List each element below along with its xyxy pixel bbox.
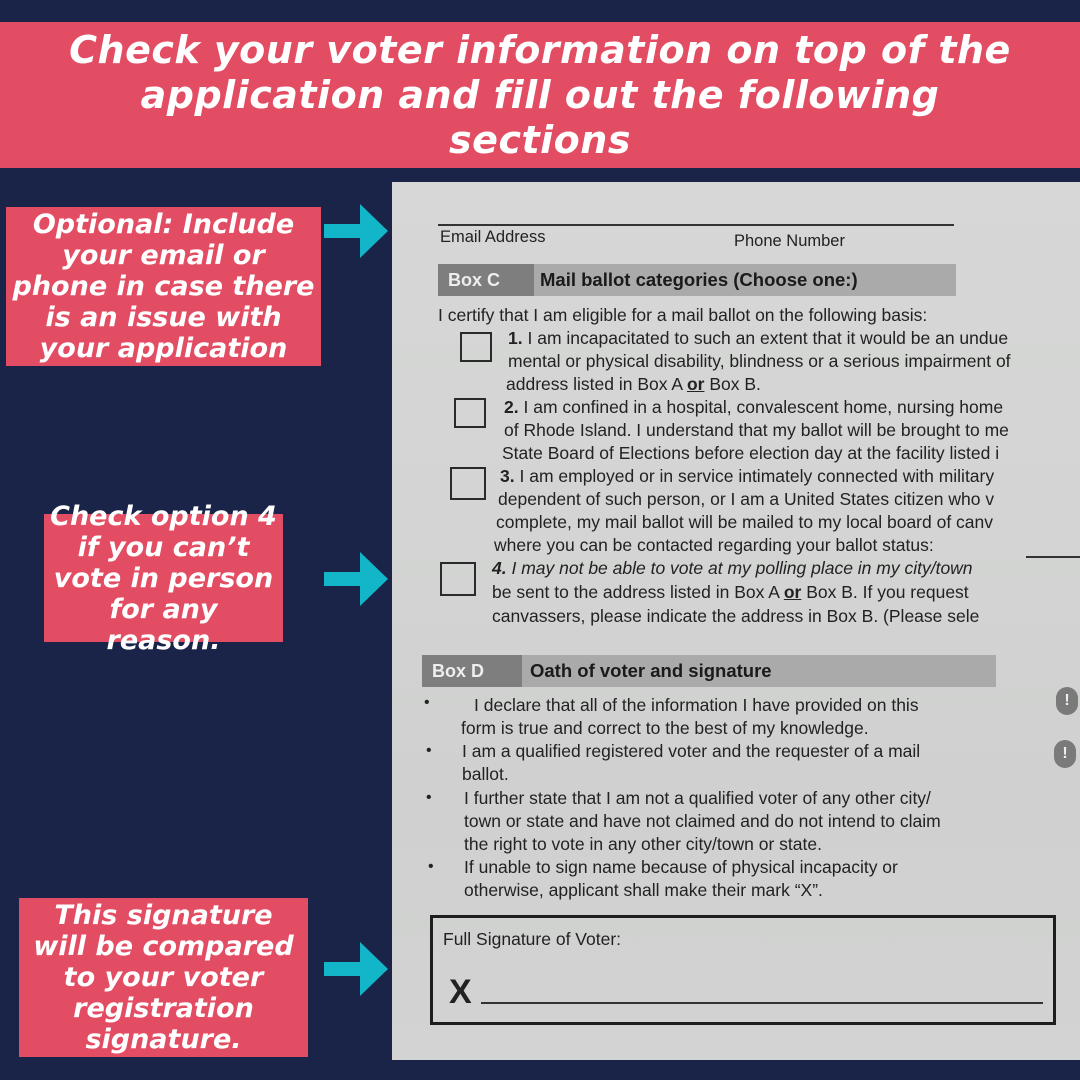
option-1-text: I am incapacitated to such an extent that it would be an undue <box>527 328 1009 348</box>
option-1-checkbox[interactable] <box>460 332 492 362</box>
oath-bullet-1-line-2: form is true and correct to the best of my knowledge. <box>461 718 869 738</box>
box-c-title: Mail ballot categories (Choose one:) <box>540 269 858 290</box>
option-4-line-2 <box>492 581 969 603</box>
exclamation-icon: ! <box>1056 687 1078 715</box>
oath-bullet-4-line-1: If unable to sign name because of physical incapacity or <box>464 857 898 877</box>
callout-contact-info <box>6 207 321 366</box>
box-d-header <box>422 655 996 687</box>
signature-box <box>430 915 1056 1025</box>
callout-option-4-text: Check option 4 if you can’t vote in person for any reason. <box>50 500 277 656</box>
oath-bullet-3-line-2: town or state and have not claimed and do not intend to claim <box>464 811 941 831</box>
bullet-dot: • <box>424 694 430 711</box>
callout-signature-text: This signature will be compared to your voter registration signature. <box>33 900 294 1055</box>
option-1-line-3-b: Box B. <box>704 374 761 394</box>
box-d-title: Oath of voter and signature <box>530 660 772 681</box>
option-2-line-2: of Rhode Island. I understand that my ballot will be brought to me <box>504 420 1009 440</box>
option-1-number: 1. <box>508 328 523 348</box>
oath-bullet-3-line-1: I further state that I am not a qualified voter of any other city/ <box>464 788 931 808</box>
option-1-line-3 <box>506 373 761 395</box>
phone-number-label: Phone Number <box>734 232 845 250</box>
option-2-line-3: State Board of Elections before election day at the facility listed i <box>502 443 1000 463</box>
banner-title: Check your voter information on top of the application and fill out the following sections <box>69 27 1011 162</box>
header-banner <box>0 22 1080 168</box>
option-4-number: 4. <box>492 558 507 578</box>
box-c-header <box>438 264 956 296</box>
option-3-blank-line <box>1026 556 1080 558</box>
arrow-right-icon <box>322 198 392 264</box>
bullet-dot: • <box>428 858 434 875</box>
option-4-text: I may not be able to vote at my polling place in my city/town <box>511 558 973 578</box>
option-1-line-3-a: address listed in Box A <box>506 374 687 394</box>
bullet-dot: • <box>426 742 432 759</box>
email-address-label: Email Address <box>440 228 546 246</box>
ballot-application-form <box>392 182 1080 1060</box>
option-3-line-3: complete, my mail ballot will be mailed to my local board of canv <box>496 512 994 532</box>
option-3-line-1 <box>500 465 994 487</box>
option-1-or: or <box>686 374 705 394</box>
option-2-checkbox[interactable] <box>454 398 486 428</box>
signature-mark: X <box>449 973 472 1011</box>
signature-line[interactable] <box>481 1002 1043 1004</box>
callout-option-4 <box>44 500 283 656</box>
callout-contact-text: Optional: Include your email or phone in case there is an issue with your application <box>12 209 315 364</box>
callout-signature <box>19 898 308 1057</box>
option-1-line-2: mental or physical disability, blindness or a serious impairment of <box>508 351 1011 371</box>
option-4-or: or <box>783 582 802 602</box>
box-d-tag: Box D <box>422 655 522 687</box>
option-4-line-1 <box>492 557 973 579</box>
option-3-number: 3. <box>500 466 515 486</box>
bullet-dot: • <box>426 789 432 806</box>
signature-label: Full Signature of Voter: <box>443 929 622 949</box>
arrow-right-icon <box>322 936 392 1002</box>
option-3-line-4: where you can be contacted regarding your ballot status: <box>494 535 934 555</box>
exclamation-icon: ! <box>1054 740 1076 768</box>
option-4-line-2-a: be sent to the address listed in Box A <box>492 582 784 602</box>
option-3-checkbox[interactable] <box>450 467 486 500</box>
certify-statement: I certify that I am eligible for a mail ballot on the following basis: <box>438 305 928 325</box>
option-4-line-3: canvassers, please indicate the address in Box B. (Please sele <box>492 606 980 626</box>
oath-bullet-2-line-1: I am a qualified registered voter and the requester of a mail <box>462 741 921 761</box>
option-2-line-1 <box>504 396 1003 418</box>
option-4-checkbox[interactable] <box>440 562 476 596</box>
option-1-line-1 <box>508 327 1008 349</box>
oath-bullet-2-line-2: ballot. <box>462 764 509 784</box>
box-c-tag: Box C <box>438 264 534 296</box>
oath-bullet-3-line-3: the right to vote in any other city/town or state. <box>464 834 822 854</box>
oath-bullet-4-line-2: otherwise, applicant shall make their mark “X”. <box>464 880 823 900</box>
option-3-text: I am employed or in service intimately connected with military <box>519 466 995 486</box>
option-4-line-2-b: Box B. If you request <box>801 582 969 602</box>
option-2-number: 2. <box>504 397 519 417</box>
oath-bullet-1-line-1: I declare that all of the information I have provided on this <box>474 695 919 715</box>
option-3-line-2: dependent of such person, or I am a United States citizen who v <box>498 489 995 509</box>
arrow-right-icon <box>322 546 392 612</box>
option-2-text: I am confined in a hospital, convalescent home, nursing home <box>523 397 1004 417</box>
